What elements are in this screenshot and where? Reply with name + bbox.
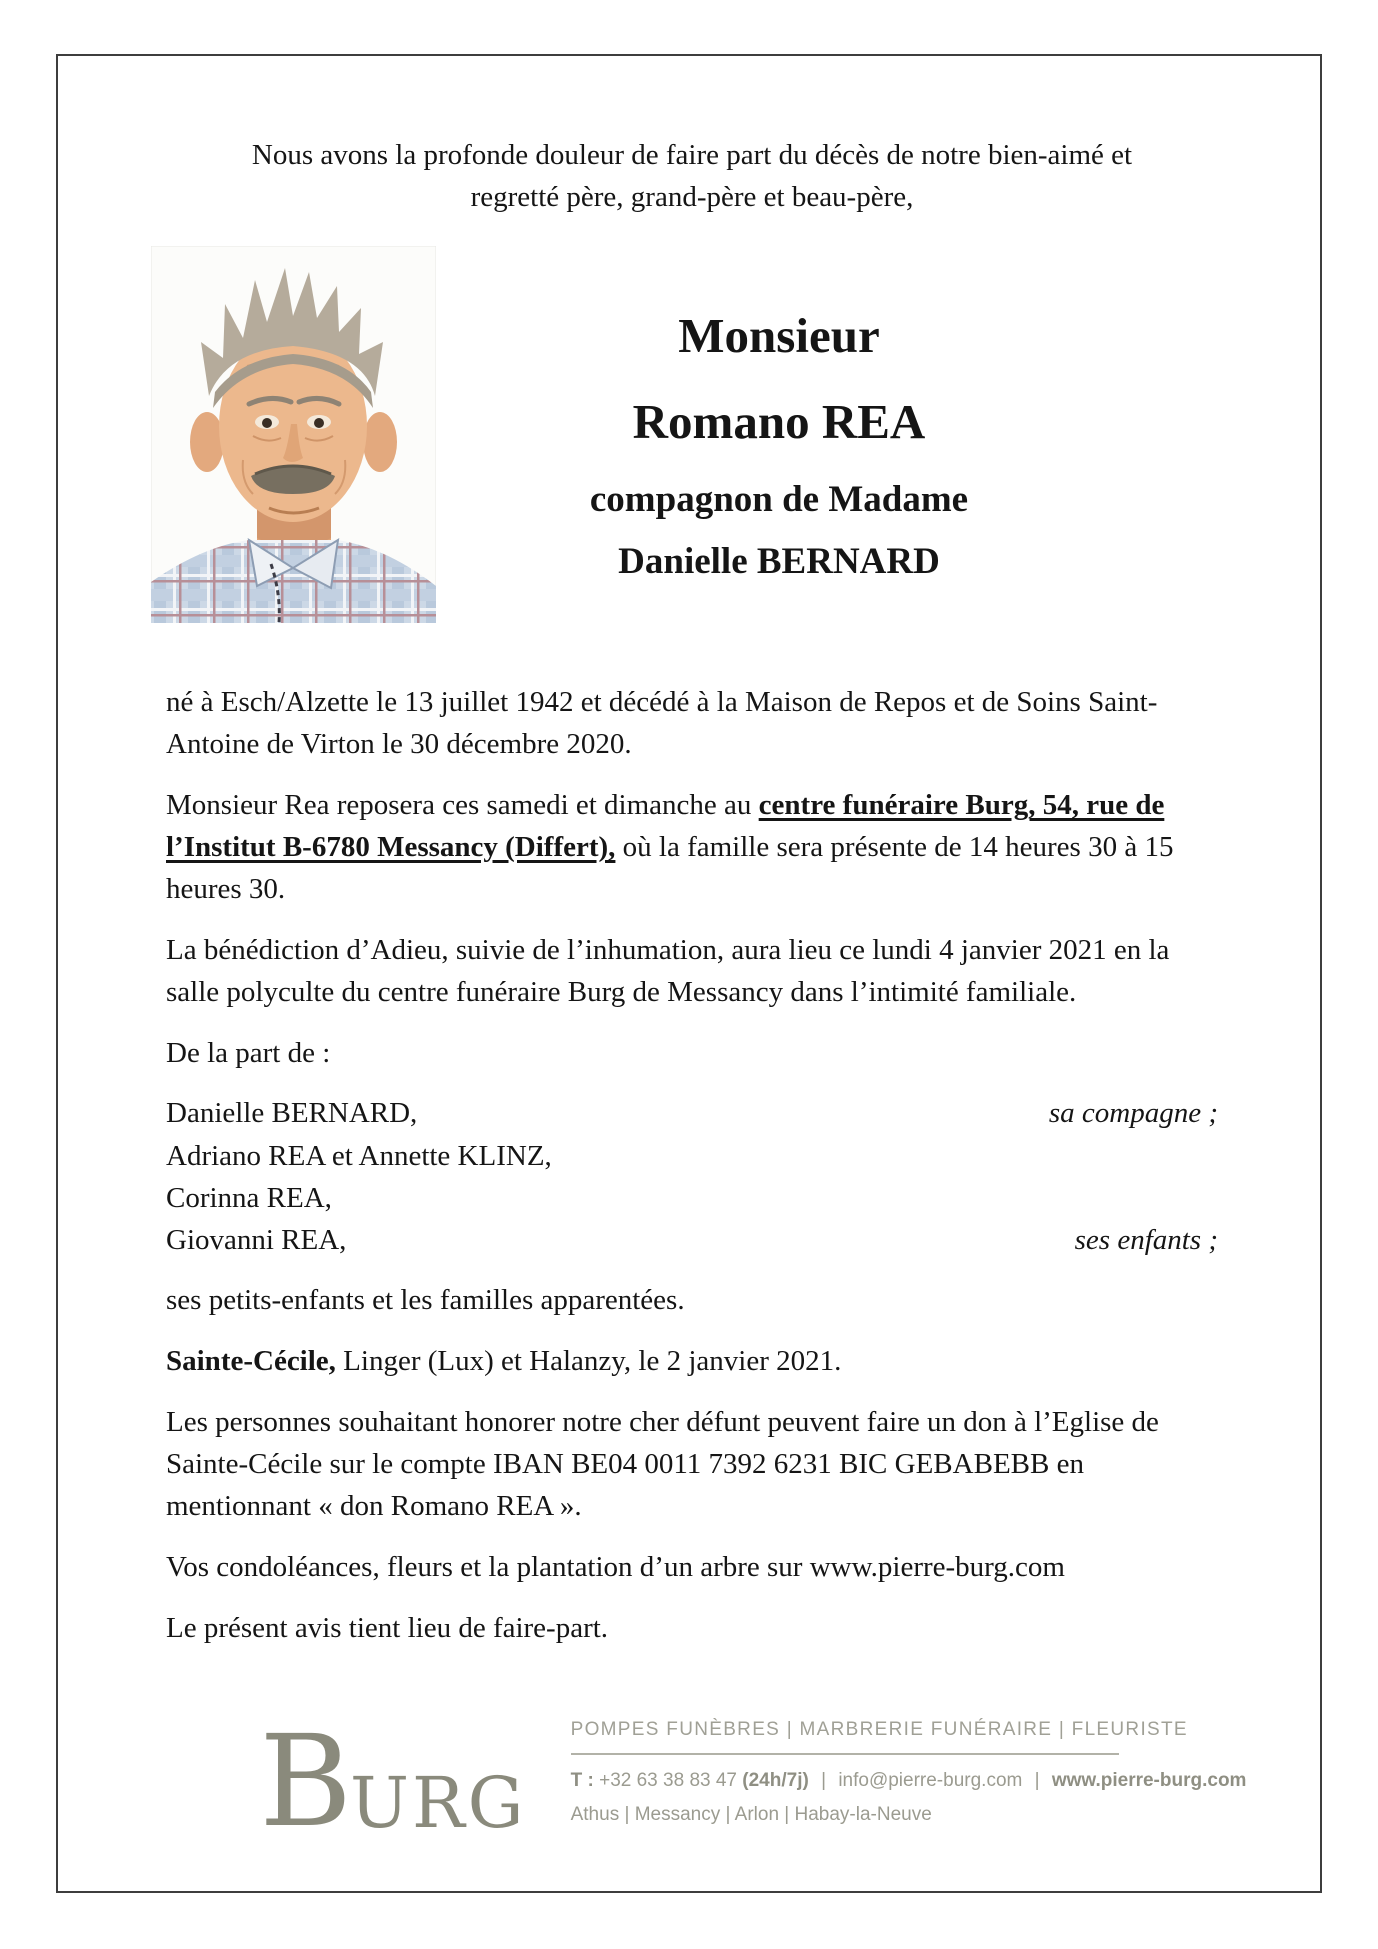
repose-prefix: Monsieur Rea reposera ces samedi et dimanche au — [166, 789, 759, 822]
footer-contact-line — [570, 1770, 1247, 1793]
footer-email: info@pierre-burg.com — [838, 1770, 1023, 1792]
phone-label: T : — [570, 1770, 594, 1792]
birth-death-paragraph: né à Esch/Alzette le 13 juillet 1942 et décédé à la Maison de Repos et de Soins Saint-Antoine de Virton le 30 décembre 2020. — [166, 686, 1158, 761]
title-block — [436, 246, 1218, 623]
footer-towns-line: Athus | Messancy | Arlon | Habay-la-Neuve — [570, 1804, 932, 1826]
relation-line-2: Danielle BERNARD — [618, 540, 940, 582]
repose-suffix: où la famille sera présente de 14 heures 30 à 15 heures 30. — [166, 831, 1174, 906]
portrait-photo-illustration — [151, 246, 436, 623]
from-label: De la part de : — [166, 1037, 331, 1070]
intro-line-1: Nous avons la profonde douleur de faire part du décès de notre bien-aimé et — [251, 139, 1133, 171]
separator: | — [1034, 1770, 1040, 1792]
family-member-role: ses enfants ; — [1074, 1223, 1218, 1256]
condolences-paragraph: Vos condoléances, fleurs et la plantation d’un arbre sur www.pierre-burg.com — [166, 1550, 1065, 1583]
notice-border-frame — [56, 54, 1322, 1893]
family-member-role: sa compagne ; — [1048, 1097, 1218, 1130]
family-member-name: Giovanni REA, — [166, 1223, 347, 1256]
family-row — [166, 1135, 1218, 1177]
family-row — [166, 1219, 1218, 1261]
family-list — [166, 1092, 1218, 1260]
footer-divider — [571, 1753, 1119, 1755]
footer-website: www.pierre-burg.com — [1051, 1770, 1247, 1792]
intro-line-2: regretté père, grand-père et beau-père, — [470, 181, 914, 214]
separator: | — [821, 1770, 827, 1792]
place-date-line — [166, 1340, 1218, 1382]
place-name: Sainte-Cécile, — [166, 1344, 336, 1377]
repose-paragraph — [166, 784, 1218, 910]
family-row — [166, 1177, 1218, 1219]
closing-line: Le présent avis tient lieu de faire-part. — [166, 1611, 609, 1644]
portrait-photo — [151, 246, 436, 623]
family-member-name: Adriano REA et Annette KLINZ, — [166, 1139, 552, 1172]
benediction-paragraph: La bénédiction d’Adieu, suivie de l’inhumation, aura lieu ce lundi 4 janvier 2021 en la salle polyculte du centre funéraire Burg de Messancy dans l’intimité familiale. — [166, 934, 1170, 1009]
intro-paragraph — [176, 134, 1208, 218]
place-date-rest: Linger (Lux) et Halanzy, le 2 janvier 2021. — [335, 1344, 842, 1377]
family-member-name: Corinna REA, — [166, 1181, 332, 1214]
header-row — [166, 246, 1218, 623]
burg-logo — [259, 1707, 527, 1855]
relation-line-1: compagnon de Madame — [589, 478, 969, 520]
family-member-name: Danielle BERNARD, — [166, 1097, 418, 1130]
phone-number: +32 63 38 83 47 — [599, 1770, 737, 1792]
donation-paragraph: Les personnes souhaitant honorer notre cher défunt peuvent faire un don à l’Eglise de Sainte-Cécile sur le compte IBAN BE04 0011 7392 6231 BIC GEBABEBB en mentionnant « don Romano REA ». — [166, 1405, 1159, 1522]
burg-logo-rest: URG — [349, 1762, 527, 1845]
funeral-home-address: centre funéraire Burg, 54, rue de l’Institut B-6780 Messancy (Differt), — [166, 789, 1165, 864]
relatives-closing: ses petits-enfants et les familles apparentées. — [166, 1283, 685, 1316]
burg-logo-initial: B — [259, 1707, 350, 1855]
family-row — [166, 1092, 1218, 1134]
funeral-home-footer — [58, 1707, 1320, 1855]
footer-info-block — [570, 1718, 1247, 1835]
deceased-name: Romano REA — [632, 393, 926, 449]
title-salutation: Monsieur — [678, 308, 880, 364]
footer-services-line: POMPES FUNÈBRES | MARBRERIE FUNÉRAIRE | FLEURISTE — [570, 1718, 1188, 1740]
phone-hours: (24h/7j) — [742, 1770, 809, 1792]
